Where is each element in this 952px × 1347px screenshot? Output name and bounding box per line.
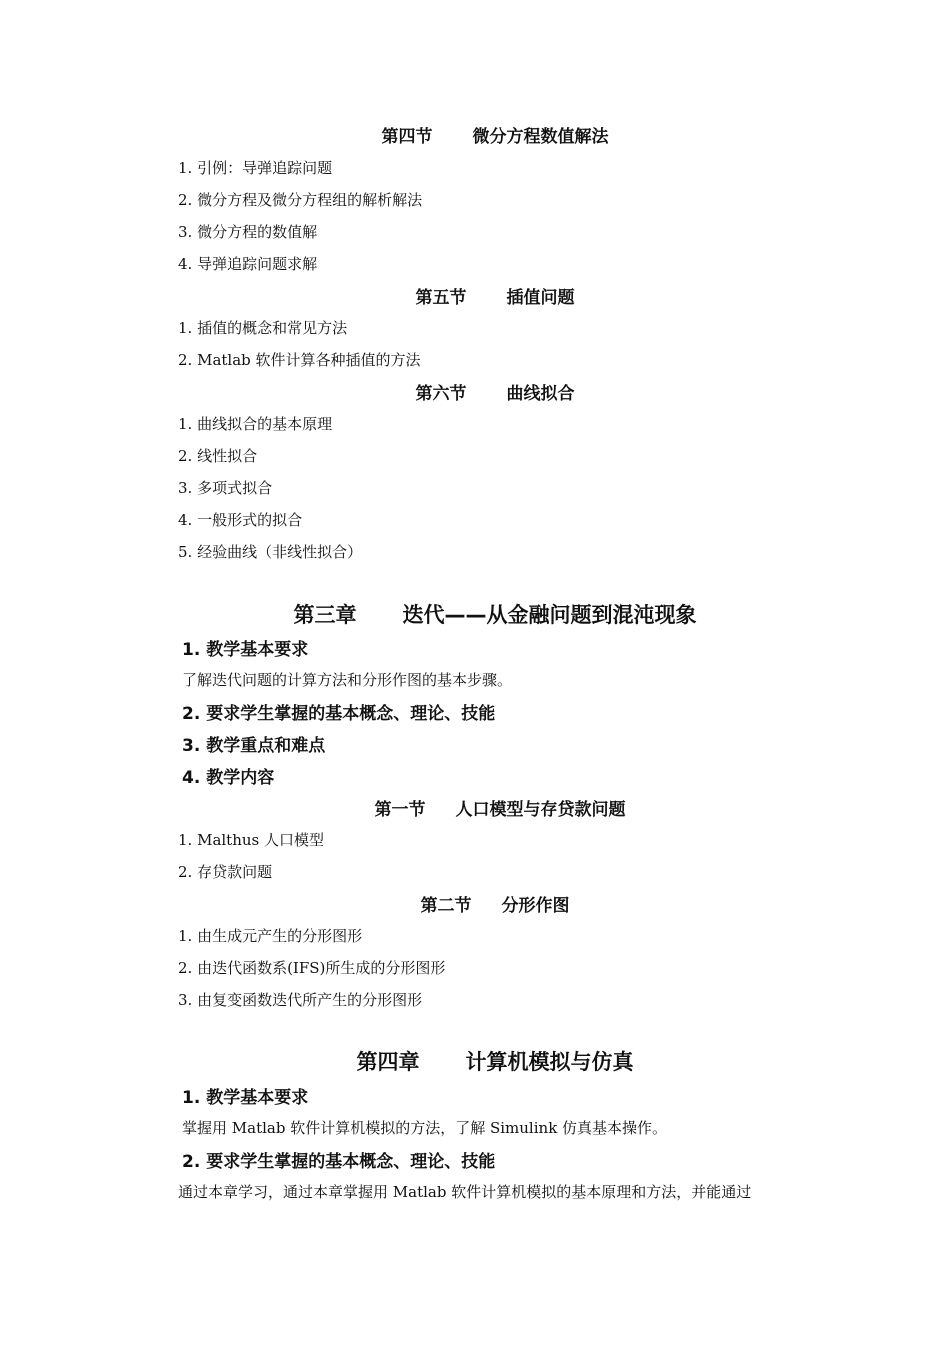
section-heading bbox=[0, 379, 952, 404]
requirement-heading: 3. 教学重点和难点 bbox=[182, 736, 326, 756]
section-heading bbox=[0, 795, 952, 820]
list-item: 3. 多项式拟合 bbox=[178, 479, 273, 497]
list-item: 1. 插值的概念和常见方法 bbox=[178, 319, 348, 337]
chapter-number: 第四章 bbox=[356, 1050, 420, 1074]
list-item: 3. 微分方程的数值解 bbox=[178, 223, 318, 241]
paragraph: 通过本章学习，通过本章掌握用 Matlab 软件计算机模拟的基本原理和方法，并能通过 bbox=[178, 1183, 752, 1201]
section-number: 第六节 bbox=[415, 384, 467, 404]
list-item: 5. 经验曲线（非线性拟合） bbox=[178, 543, 363, 561]
list-item: 1. 曲线拟合的基本原理 bbox=[178, 415, 333, 433]
list-item: 1. 由生成元产生的分形图形 bbox=[178, 927, 363, 945]
section-number: 第二节 bbox=[420, 896, 472, 916]
chapter-heading bbox=[0, 1046, 952, 1076]
list-item: 2. Matlab 软件计算各种插值的方法 bbox=[178, 351, 421, 369]
requirement-heading: 2. 要求学生掌握的基本概念、理论、技能 bbox=[182, 1152, 496, 1172]
list-item: 1. 引例：导弹追踪问题 bbox=[178, 159, 333, 177]
section-title: 微分方程数值解法 bbox=[472, 127, 609, 147]
paragraph: 掌握用 Matlab 软件计算机模拟的方法，了解 Simulink 仿真基本操作。 bbox=[182, 1119, 668, 1137]
section-title: 插值问题 bbox=[506, 288, 575, 308]
section-title: 人口模型与存贷款问题 bbox=[455, 800, 626, 820]
section-number: 第一节 bbox=[374, 800, 426, 820]
requirement-heading: 4. 教学内容 bbox=[182, 768, 275, 788]
section-heading bbox=[0, 122, 952, 147]
requirement-heading: 2. 要求学生掌握的基本概念、理论、技能 bbox=[182, 704, 496, 724]
section-title: 分形作图 bbox=[501, 896, 570, 916]
list-item: 2. 存贷款问题 bbox=[178, 863, 273, 881]
section-title: 曲线拟合 bbox=[506, 384, 575, 404]
section-heading bbox=[0, 891, 952, 916]
list-item: 4. 导弹追踪问题求解 bbox=[178, 255, 318, 273]
list-item: 2. 由迭代函数系(IFS)所生成的分形图形 bbox=[178, 959, 446, 977]
list-item: 4. 一般形式的拟合 bbox=[178, 511, 303, 529]
section-number: 第五节 bbox=[415, 288, 467, 308]
chapter-title: 计算机模拟与仿真 bbox=[465, 1050, 634, 1074]
chapter-title: 迭代——从金融问题到混沌现象 bbox=[402, 603, 697, 627]
list-item: 1. Malthus 人口模型 bbox=[178, 831, 324, 849]
list-item: 2. 线性拟合 bbox=[178, 447, 258, 465]
list-item: 3. 由复变函数迭代所产生的分形图形 bbox=[178, 991, 423, 1009]
section-heading bbox=[0, 283, 952, 308]
paragraph: 了解迭代问题的计算方法和分形作图的基本步骤。 bbox=[182, 671, 513, 689]
chapter-heading bbox=[0, 599, 952, 629]
requirement-heading: 1. 教学基本要求 bbox=[182, 640, 309, 660]
requirement-heading: 1. 教学基本要求 bbox=[182, 1088, 309, 1108]
list-item: 2. 微分方程及微分方程组的解析解法 bbox=[178, 191, 423, 209]
chapter-number: 第三章 bbox=[293, 603, 357, 627]
section-number: 第四节 bbox=[381, 127, 433, 147]
